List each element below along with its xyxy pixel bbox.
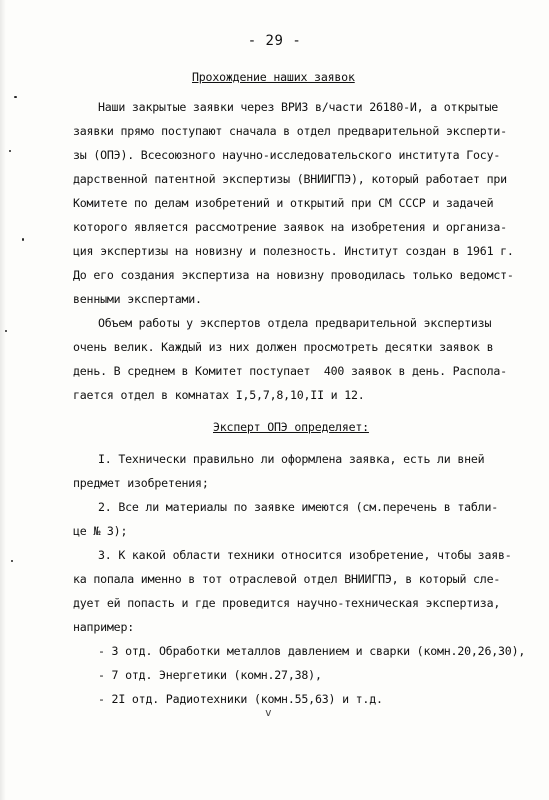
text-line: гается отдел в комнатах I,5,7,8,10,II и 12. [73,388,365,402]
text-line: Комитете по делам изобретений и открытий при СМ СССР и задачей [73,196,494,210]
section-title-1: Прохождение наших заявок [192,70,355,84]
scan-edge-shadow [0,0,6,800]
text-line: До его создания экспертиза на новизну проводилась только ведомст- [73,268,514,282]
text-line: заявки прямо поступают сначала в отдел предварительной эксперти- [73,124,507,138]
list-item: - 2I отд. Радиотехники (комн.55,63) и т.д. [98,692,383,706]
text-line: дует ей попасть и где проведится научно-техническая экспертиза, [73,596,501,610]
list-item: - 3 отд. Обработки металлов давлением и сварки (комн.20,26,30), [98,644,526,658]
text-line: ка попала именно в тот отраслевой отдел ВНИИГПЭ, в который сле- [73,572,501,586]
scan-speck [14,96,17,98]
section-title-2: Эксперт ОПЭ определяет: [213,420,369,434]
scan-speck [5,330,7,332]
text-line: очень велик. Каждый из них должен просмотреть десятки заявок в [73,340,494,354]
text-line: Объем работы у экспертов отдела предварительной экспертизы [98,316,492,330]
list-item: I. Технически правильно ли оформлена заявка, есть ли вней [98,452,485,466]
check-mark: v [265,706,272,719]
list-item: 3. К какой области техники относится изобретение, чтобы заяв- [98,548,512,562]
text-line: венными экспертами. [73,292,202,306]
page-number: - 29 - [247,33,302,49]
text-line: це № 3); [73,524,128,538]
list-item: 2. Все ли материалы по заявке имеются (см.перечень в табли- [98,500,499,514]
text-line: например: [73,620,135,634]
text-line: зы (ОПЭ). Всесоюзного научно-исследовательского института Госу- [73,148,501,162]
scan-speck [11,560,13,562]
scan-speck [9,150,11,152]
scan-speck [22,238,24,241]
text-line: которого является рассмотрение заявок на изобретения и организа- [73,220,507,234]
text-line: Наши закрытые заявки через ВРИЗ в/части 26180-И, а открытые [98,100,499,114]
text-line: ция экспертизы на новизну и полезность. Институт создан в 1961 г. [73,244,514,258]
text-line: день. В среднем в Комитет поступает 400 заявок в день. Распола- [73,364,507,378]
text-line: предмет изобретения; [73,476,209,490]
text-line: дарственной патентной экспертизы (ВНИИГПЭ), который работает при [73,172,507,186]
list-item: - 7 отд. Энергетики (комн.27,38), [98,668,322,682]
